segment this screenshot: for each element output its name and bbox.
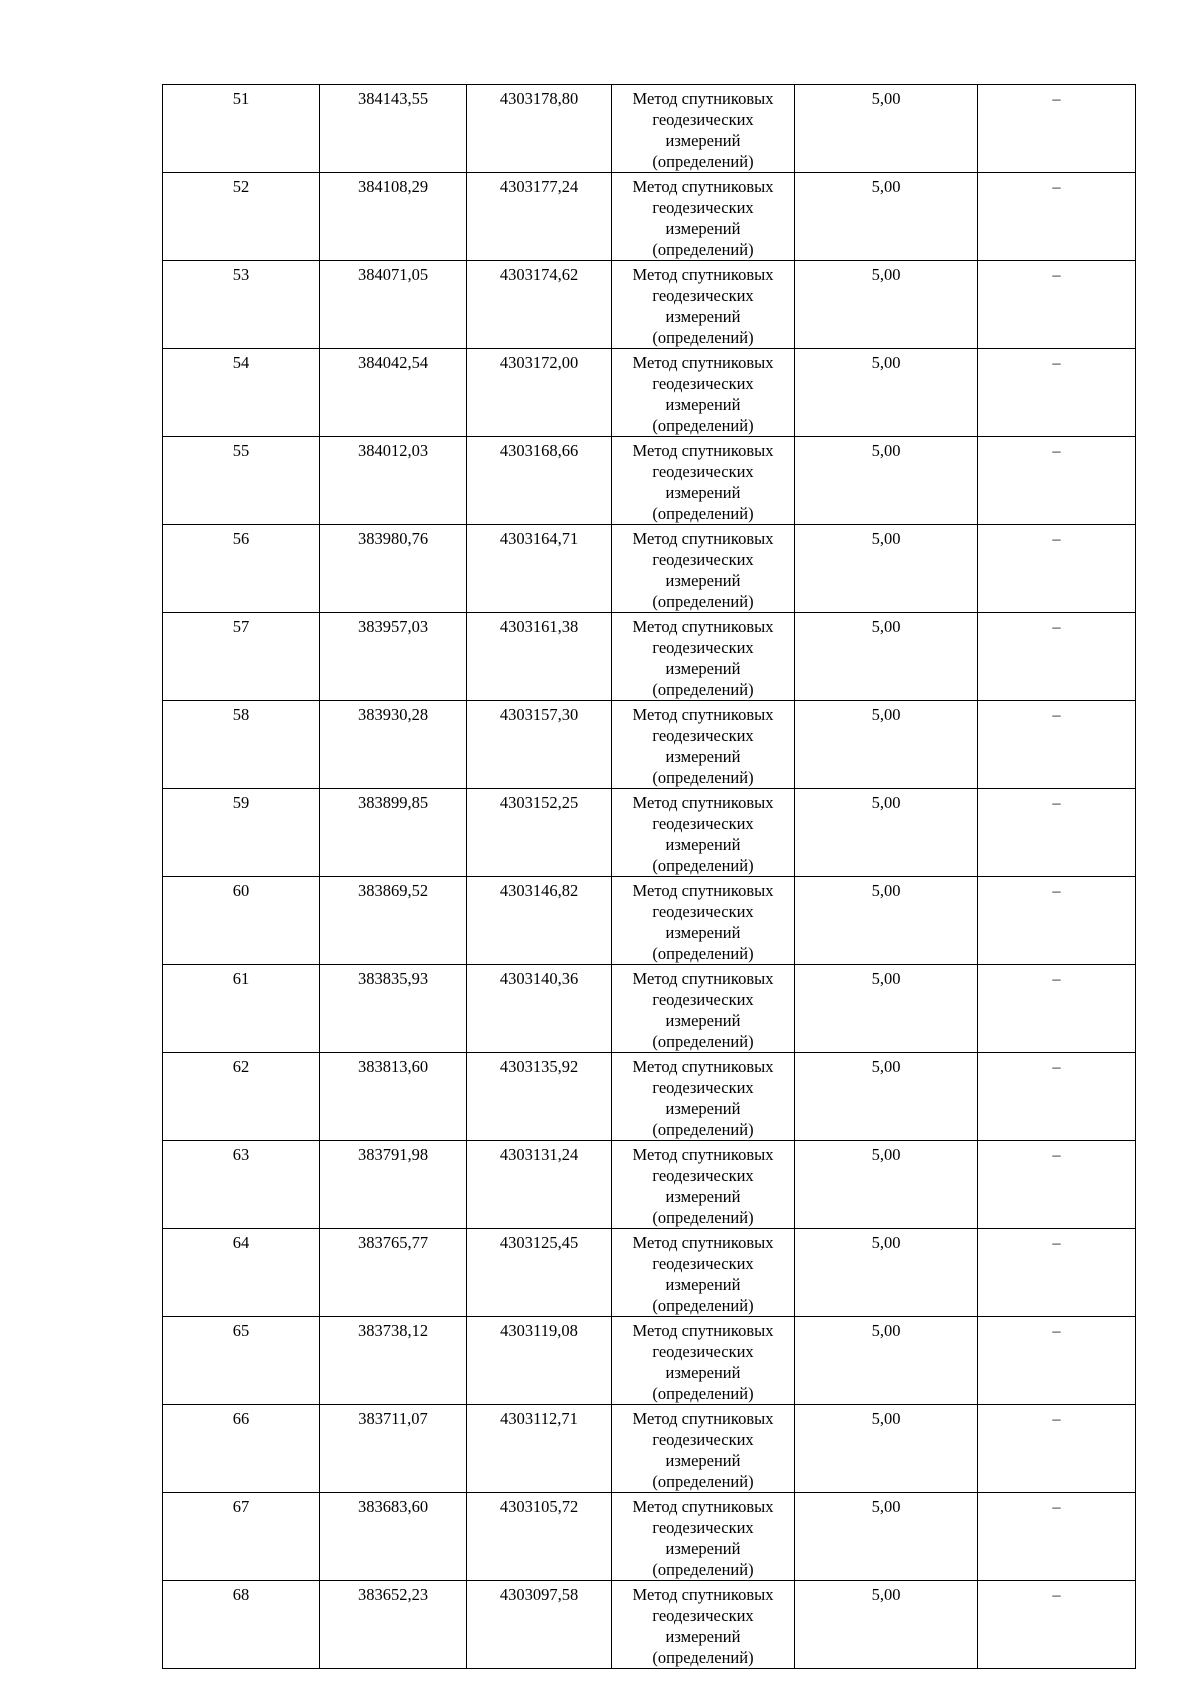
point-number-cell [163, 789, 320, 877]
accuracy-cell-text: 5,00 [871, 353, 901, 372]
note-cell-text: – [1052, 1321, 1061, 1340]
point-number-cell-text: 61 [232, 969, 250, 988]
x-coordinate-cell [320, 701, 467, 789]
accuracy-cell-text: 5,00 [871, 177, 901, 196]
accuracy-cell-text: 5,00 [871, 1585, 901, 1604]
method-cell [612, 1053, 795, 1141]
note-cell-text: – [1052, 89, 1061, 108]
note-cell [978, 965, 1136, 1053]
note-cell-text: – [1052, 529, 1061, 548]
x-coordinate-cell [320, 525, 467, 613]
y-coordinate-cell-text: 4303172,00 [499, 353, 579, 372]
accuracy-cell-text: 5,00 [871, 441, 901, 460]
coordinates-table-body [163, 85, 1136, 1669]
point-number-cell-text: 68 [232, 1585, 250, 1604]
method-cell [612, 85, 795, 173]
x-coordinate-cell [320, 437, 467, 525]
accuracy-cell [795, 789, 978, 877]
y-coordinate-cell [467, 261, 612, 349]
note-cell-text: – [1052, 353, 1061, 372]
method-cell-text: Метод спутниковых геодезических измерений (определений) [632, 265, 774, 347]
x-coordinate-cell [320, 1493, 467, 1581]
point-number-cell [163, 1493, 320, 1581]
x-coordinate-cell-text: 383869,52 [357, 881, 429, 900]
note-cell [978, 877, 1136, 965]
note-cell-text: – [1052, 265, 1061, 284]
x-coordinate-cell-text: 383711,07 [358, 1409, 428, 1428]
x-coordinate-cell [320, 173, 467, 261]
y-coordinate-cell [467, 1493, 612, 1581]
x-coordinate-cell [320, 613, 467, 701]
accuracy-cell-text: 5,00 [871, 793, 901, 812]
y-coordinate-cell-text: 4303112,71 [500, 1409, 578, 1428]
point-number-cell [163, 437, 320, 525]
y-coordinate-cell [467, 613, 612, 701]
table-row [163, 261, 1136, 349]
x-coordinate-cell [320, 789, 467, 877]
accuracy-cell [795, 965, 978, 1053]
accuracy-cell-text: 5,00 [871, 705, 901, 724]
method-cell-text: Метод спутниковых геодезических измерений (определений) [632, 177, 774, 259]
method-cell [612, 1317, 795, 1405]
table-row [163, 965, 1136, 1053]
x-coordinate-cell [320, 261, 467, 349]
accuracy-cell-text: 5,00 [871, 1057, 901, 1076]
note-cell-text: – [1052, 705, 1061, 724]
note-cell [978, 1053, 1136, 1141]
method-cell-text: Метод спутниковых геодезических измерений (определений) [632, 1057, 774, 1139]
y-coordinate-cell [467, 789, 612, 877]
y-coordinate-cell-text: 4303164,71 [499, 529, 579, 548]
method-cell-text: Метод спутниковых геодезических измерений (определений) [632, 1585, 774, 1667]
point-number-cell [163, 173, 320, 261]
accuracy-cell [795, 1405, 978, 1493]
y-coordinate-cell [467, 1141, 612, 1229]
point-number-cell-text: 51 [232, 89, 250, 108]
y-coordinate-cell-text: 4303177,24 [499, 177, 579, 196]
method-cell-text: Метод спутниковых геодезических измерений (определений) [632, 969, 774, 1051]
point-number-cell [163, 1229, 320, 1317]
point-number-cell [163, 701, 320, 789]
method-cell-text: Метод спутниковых геодезических измерений (определений) [632, 1321, 774, 1403]
x-coordinate-cell-text: 383957,03 [357, 617, 429, 636]
accuracy-cell [795, 1141, 978, 1229]
x-coordinate-cell [320, 877, 467, 965]
method-cell-text: Метод спутниковых геодезических измерений (определений) [632, 1145, 774, 1227]
accuracy-cell [795, 525, 978, 613]
y-coordinate-cell [467, 1581, 612, 1669]
point-number-cell [163, 349, 320, 437]
point-number-cell-text: 57 [232, 617, 250, 636]
table-row [163, 1581, 1136, 1669]
point-number-cell-text: 63 [232, 1145, 250, 1164]
table-row [163, 437, 1136, 525]
method-cell [612, 1493, 795, 1581]
point-number-cell-text: 54 [232, 353, 250, 372]
x-coordinate-cell [320, 85, 467, 173]
point-number-cell-text: 58 [232, 705, 250, 724]
x-coordinate-cell-text: 383813,60 [357, 1057, 429, 1076]
note-cell [978, 613, 1136, 701]
y-coordinate-cell [467, 525, 612, 613]
x-coordinate-cell-text: 383765,77 [357, 1233, 429, 1252]
note-cell-text: – [1052, 793, 1061, 812]
method-cell-text: Метод спутниковых геодезических измерений (определений) [632, 1233, 774, 1315]
y-coordinate-cell-text: 4303161,38 [499, 617, 579, 636]
y-coordinate-cell-text: 4303157,30 [499, 705, 579, 724]
x-coordinate-cell-text: 383652,23 [357, 1585, 429, 1604]
accuracy-cell [795, 877, 978, 965]
point-number-cell [163, 965, 320, 1053]
accuracy-cell [795, 1053, 978, 1141]
note-cell-text: – [1052, 969, 1061, 988]
method-cell-text: Метод спутниковых геодезических измерений (определений) [632, 617, 774, 699]
y-coordinate-cell [467, 437, 612, 525]
y-coordinate-cell-text: 4303097,58 [499, 1585, 579, 1604]
accuracy-cell-text: 5,00 [871, 1409, 901, 1428]
method-cell [612, 437, 795, 525]
method-cell [612, 877, 795, 965]
y-coordinate-cell-text: 4303140,36 [499, 969, 579, 988]
method-cell-text: Метод спутниковых геодезических измерений (определений) [632, 881, 774, 963]
x-coordinate-cell [320, 349, 467, 437]
note-cell [978, 1141, 1136, 1229]
point-number-cell [163, 525, 320, 613]
y-coordinate-cell-text: 4303125,45 [499, 1233, 579, 1252]
method-cell [612, 965, 795, 1053]
accuracy-cell-text: 5,00 [871, 1321, 901, 1340]
method-cell [612, 613, 795, 701]
method-cell-text: Метод спутниковых геодезических измерений (определений) [632, 1409, 774, 1491]
y-coordinate-cell-text: 4303168,66 [499, 441, 579, 460]
accuracy-cell-text: 5,00 [871, 89, 901, 108]
y-coordinate-cell-text: 4303135,92 [499, 1057, 579, 1076]
point-number-cell-text: 66 [232, 1409, 250, 1428]
x-coordinate-cell [320, 1141, 467, 1229]
y-coordinate-cell-text: 4303174,62 [499, 265, 579, 284]
table-row [163, 789, 1136, 877]
point-number-cell-text: 53 [232, 265, 250, 284]
note-cell [978, 1229, 1136, 1317]
x-coordinate-cell-text: 384108,29 [357, 177, 429, 196]
method-cell [612, 1581, 795, 1669]
y-coordinate-cell-text: 4303105,72 [499, 1497, 579, 1516]
x-coordinate-cell-text: 383791,98 [357, 1145, 429, 1164]
y-coordinate-cell [467, 1053, 612, 1141]
table-row [163, 1229, 1136, 1317]
accuracy-cell-text: 5,00 [871, 881, 901, 900]
y-coordinate-cell [467, 349, 612, 437]
note-cell [978, 701, 1136, 789]
point-number-cell-text: 67 [232, 1497, 250, 1516]
point-number-cell-text: 60 [232, 881, 250, 900]
note-cell-text: – [1052, 617, 1061, 636]
note-cell-text: – [1052, 1585, 1061, 1604]
accuracy-cell [795, 613, 978, 701]
accuracy-cell-text: 5,00 [871, 265, 901, 284]
y-coordinate-cell-text: 4303131,24 [499, 1145, 579, 1164]
y-coordinate-cell [467, 85, 612, 173]
point-number-cell-text: 52 [232, 177, 250, 196]
note-cell [978, 1405, 1136, 1493]
accuracy-cell [795, 437, 978, 525]
y-coordinate-cell-text: 4303119,08 [500, 1321, 578, 1340]
note-cell-text: – [1052, 1057, 1061, 1076]
point-number-cell-text: 55 [232, 441, 250, 460]
method-cell-text: Метод спутниковых геодезических измерений (определений) [632, 529, 774, 611]
method-cell-text: Метод спутниковых геодезических измерений (определений) [632, 1497, 774, 1579]
x-coordinate-cell-text: 384071,05 [357, 265, 429, 284]
note-cell-text: – [1052, 1233, 1061, 1252]
note-cell [978, 1317, 1136, 1405]
point-number-cell [163, 1581, 320, 1669]
note-cell [978, 437, 1136, 525]
point-number-cell [163, 1141, 320, 1229]
method-cell [612, 349, 795, 437]
table-row [163, 173, 1136, 261]
table-row [163, 1405, 1136, 1493]
x-coordinate-cell-text: 383738,12 [357, 1321, 429, 1340]
note-cell-text: – [1052, 177, 1061, 196]
x-coordinate-cell-text: 383980,76 [357, 529, 429, 548]
accuracy-cell-text: 5,00 [871, 1145, 901, 1164]
table-row [163, 701, 1136, 789]
x-coordinate-cell [320, 1405, 467, 1493]
x-coordinate-cell-text: 384143,55 [357, 89, 429, 108]
note-cell-text: – [1052, 441, 1061, 460]
accuracy-cell [795, 1229, 978, 1317]
accuracy-cell [795, 173, 978, 261]
point-number-cell-text: 64 [232, 1233, 250, 1252]
point-number-cell [163, 1405, 320, 1493]
note-cell [978, 1581, 1136, 1669]
accuracy-cell [795, 1317, 978, 1405]
y-coordinate-cell [467, 965, 612, 1053]
accuracy-cell [795, 1581, 978, 1669]
y-coordinate-cell [467, 1405, 612, 1493]
table-row [163, 1317, 1136, 1405]
accuracy-cell [795, 349, 978, 437]
note-cell [978, 525, 1136, 613]
note-cell [978, 1493, 1136, 1581]
note-cell-text: – [1052, 1497, 1061, 1516]
y-coordinate-cell [467, 877, 612, 965]
method-cell [612, 1405, 795, 1493]
y-coordinate-cell [467, 173, 612, 261]
note-cell [978, 789, 1136, 877]
accuracy-cell-text: 5,00 [871, 1497, 901, 1516]
accuracy-cell-text: 5,00 [871, 969, 901, 988]
table-row [163, 1053, 1136, 1141]
note-cell [978, 349, 1136, 437]
method-cell [612, 173, 795, 261]
x-coordinate-cell [320, 1581, 467, 1669]
point-number-cell [163, 877, 320, 965]
point-number-cell [163, 85, 320, 173]
table-row [163, 349, 1136, 437]
point-number-cell-text: 59 [232, 793, 250, 812]
x-coordinate-cell-text: 383683,60 [357, 1497, 429, 1516]
x-coordinate-cell [320, 965, 467, 1053]
x-coordinate-cell-text: 384042,54 [357, 353, 429, 372]
x-coordinate-cell [320, 1229, 467, 1317]
y-coordinate-cell [467, 701, 612, 789]
x-coordinate-cell-text: 384012,03 [357, 441, 429, 460]
method-cell-text: Метод спутниковых геодезических измерений (определений) [632, 441, 774, 523]
point-number-cell [163, 1053, 320, 1141]
method-cell [612, 701, 795, 789]
accuracy-cell [795, 1493, 978, 1581]
accuracy-cell [795, 85, 978, 173]
accuracy-cell [795, 261, 978, 349]
x-coordinate-cell [320, 1053, 467, 1141]
note-cell-text: – [1052, 881, 1061, 900]
method-cell [612, 525, 795, 613]
note-cell-text: – [1052, 1409, 1061, 1428]
accuracy-cell-text: 5,00 [871, 1233, 901, 1252]
x-coordinate-cell-text: 383899,85 [357, 793, 429, 812]
table-row [163, 1493, 1136, 1581]
note-cell-text: – [1052, 1145, 1061, 1164]
y-coordinate-cell-text: 4303178,80 [499, 89, 579, 108]
table-row [163, 877, 1136, 965]
method-cell [612, 1229, 795, 1317]
x-coordinate-cell-text: 383930,28 [357, 705, 429, 724]
method-cell-text: Метод спутниковых геодезических измерений (определений) [632, 793, 774, 875]
point-number-cell-text: 56 [232, 529, 250, 548]
coordinates-table [162, 84, 1136, 1669]
method-cell [612, 1141, 795, 1229]
x-coordinate-cell-text: 383835,93 [357, 969, 429, 988]
y-coordinate-cell [467, 1229, 612, 1317]
note-cell [978, 261, 1136, 349]
method-cell-text: Метод спутниковых геодезических измерений (определений) [632, 353, 774, 435]
point-number-cell [163, 261, 320, 349]
point-number-cell-text: 65 [232, 1321, 250, 1340]
x-coordinate-cell [320, 1317, 467, 1405]
table-row [163, 613, 1136, 701]
point-number-cell-text: 62 [232, 1057, 250, 1076]
accuracy-cell-text: 5,00 [871, 529, 901, 548]
method-cell [612, 789, 795, 877]
method-cell-text: Метод спутниковых геодезических измерений (определений) [632, 89, 774, 171]
method-cell-text: Метод спутниковых геодезических измерений (определений) [632, 705, 774, 787]
accuracy-cell [795, 701, 978, 789]
y-coordinate-cell-text: 4303146,82 [499, 881, 579, 900]
table-row [163, 85, 1136, 173]
method-cell [612, 261, 795, 349]
note-cell [978, 85, 1136, 173]
y-coordinate-cell-text: 4303152,25 [499, 793, 579, 812]
table-row [163, 1141, 1136, 1229]
point-number-cell [163, 1317, 320, 1405]
note-cell [978, 173, 1136, 261]
point-number-cell [163, 613, 320, 701]
accuracy-cell-text: 5,00 [871, 617, 901, 636]
y-coordinate-cell [467, 1317, 612, 1405]
table-row [163, 525, 1136, 613]
